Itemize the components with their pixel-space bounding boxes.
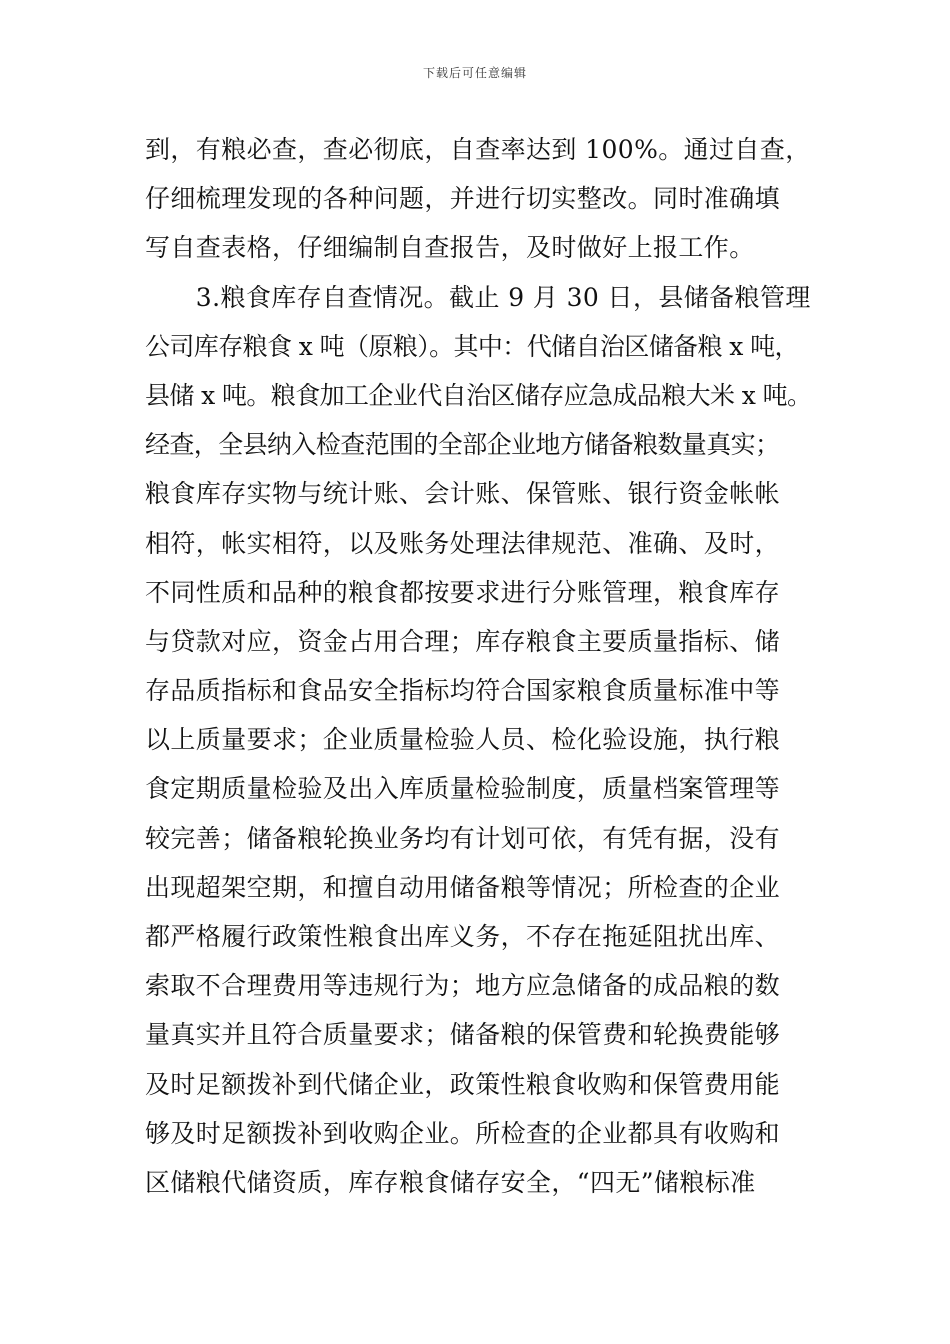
body-line: 相符，帐实相符，以及账务处理法律规范、准确、及时，	[145, 528, 781, 558]
body-line: 写自查表格，仔细编制自查报告，及时做好上报工作。	[145, 233, 755, 263]
body-line: 公司库存粮食 x 吨（原粮）。其中：代储自治区储备粮 x 吨，	[145, 331, 799, 361]
page-header: 下载后可任意编辑	[422, 66, 527, 80]
body-line: 县储 x 吨。粮食加工企业代自治区储存应急成品粮大米 x 吨。	[145, 380, 812, 410]
body-line: 粮食库存实物与统计账、会计账、保管账、银行资金帐帐	[145, 479, 781, 509]
document-body	[145, 125, 825, 1207]
body-line: 与贷款对应，资金占用合理；库存粮食主要质量指标、储	[145, 626, 781, 656]
body-line: 仔细梳理发现的各种问题，并进行切实整改。同时准确填	[145, 184, 781, 214]
body-line: 不同性质和品种的粮食都按要求进行分账管理，粮食库存	[145, 577, 781, 607]
body-line: 存品质指标和食品安全指标均符合国家粮食质量标准中等	[145, 676, 781, 706]
body-line: 以上质量要求；企业质量检验人员、检化验设施，执行粮	[145, 725, 781, 755]
body-line: 都严格履行政策性粮食出库义务，不存在拖延阻扰出库、	[145, 922, 781, 951]
body-line: 及时足额拨补到代储企业，政策性粮食收购和保管费用能	[145, 1069, 781, 1099]
body-line: 食定期质量检验及出入库质量检验制度，质量档案管理等	[145, 774, 781, 804]
body-line: 较完善；储备粮轮换业务均有计划可依，有凭有据，没有	[145, 823, 781, 853]
body-line: 经查，全县纳入检查范围的全部企业地方储备粮数量真实；	[145, 430, 780, 460]
body-line: 到，有粮必查，查必彻底，自查率达到 100%。通过自查，	[145, 135, 811, 164]
body-line: 够及时足额拨补到收购企业。所检查的企业都具有收购和	[145, 1118, 781, 1148]
body-line: 3.粮食库存自查情况。截止 9 月 30 日，县储备粮管理	[145, 282, 811, 312]
body-line: 区储粮代储资质，库存粮食储存安全，“四无”储粮标准	[145, 1167, 756, 1197]
body-line: 量真实并且符合质量要求；储备粮的保管费和轮换费能够	[145, 1020, 781, 1050]
body-line: 索取不合理费用等违规行为；地方应急储备的成品粮的数	[145, 971, 781, 1001]
body-line: 出现超架空期，和擅自动用储备粮等情况；所检查的企业	[145, 872, 781, 902]
